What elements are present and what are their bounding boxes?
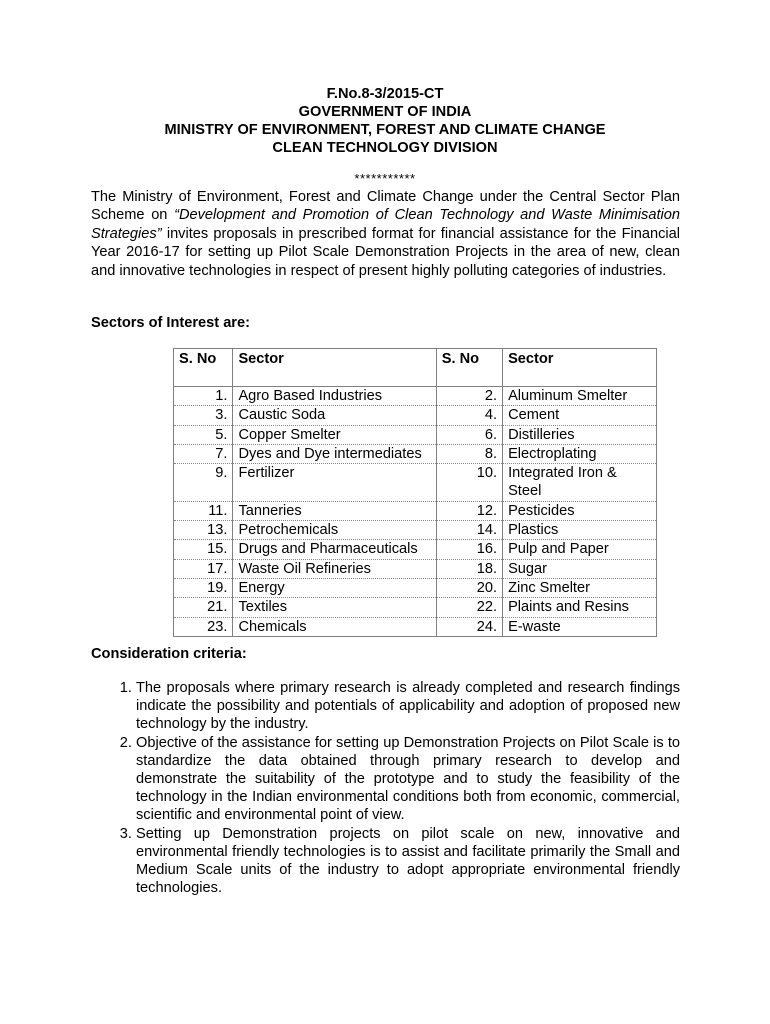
sector-cell: Zinc Smelter — [503, 578, 657, 597]
serial-number-cell: 2. — [436, 387, 502, 406]
scheme-name: “Development and Promotion of Clean Technology and Waste Minimisation Strategies” — [91, 207, 680, 242]
table-row — [174, 598, 657, 617]
sector-cell: Pesticides — [503, 501, 657, 520]
serial-number-cell: 7. — [174, 444, 233, 463]
table-row — [174, 540, 657, 559]
serial-number-cell: 18. — [436, 559, 502, 578]
serial-number-cell: 12. — [436, 501, 502, 520]
sectors-table — [173, 348, 657, 637]
sector-cell: Cement — [503, 406, 657, 425]
table-row — [174, 425, 657, 444]
sector-cell: Tanneries — [233, 501, 436, 520]
sector-cell: Drugs and Pharmaceuticals — [233, 540, 436, 559]
serial-number-cell: 15. — [174, 540, 233, 559]
table-row — [174, 406, 657, 425]
serial-number-cell: 16. — [436, 540, 502, 559]
serial-number-cell: 5. — [174, 425, 233, 444]
serial-number-cell: 21. — [174, 598, 233, 617]
serial-number-cell: 22. — [436, 598, 502, 617]
serial-number-cell: 1. — [174, 387, 233, 406]
table-row — [174, 387, 657, 406]
sector-cell: Sugar — [503, 559, 657, 578]
criteria-item: 3. Setting up Demonstration projects on pilot scale on new, innovative and environmental friendly technologies is to assist and facilitate primarily the Small and Medium Scale units of the industry to adopt appropriate environmental friendly technologies. — [136, 825, 680, 898]
serial-number-cell: 6. — [436, 425, 502, 444]
separator: *********** — [354, 171, 416, 186]
criteria-heading: Consideration criteria: — [91, 646, 247, 662]
sector-cell: Copper Smelter — [233, 425, 436, 444]
column-header: S. No — [174, 349, 233, 387]
sector-cell: Plastics — [503, 521, 657, 540]
serial-number-cell: 24. — [436, 617, 502, 636]
intro-part2: invites proposals in prescribed format for financial assistance for the Financial Year 2016-17 for setting up Pilot Scale Demonstration Projects in the area of new, clean and innovative technologies in respect of present highly polluting categories of industries. — [91, 225, 680, 279]
sector-cell: Pulp and Paper — [503, 540, 657, 559]
sector-cell: Distilleries — [503, 425, 657, 444]
serial-number-cell: 3. — [174, 406, 233, 425]
government-title: GOVERNMENT OF INDIA — [298, 104, 472, 120]
column-header: Sector — [233, 349, 436, 387]
sector-cell: Caustic Soda — [233, 406, 436, 425]
intro-paragraph — [91, 188, 680, 280]
column-header: S. No — [436, 349, 502, 387]
table-row — [174, 464, 657, 502]
sector-cell: Agro Based Industries — [233, 387, 436, 406]
serial-number-cell: 23. — [174, 617, 233, 636]
sector-cell: Waste Oil Refineries — [233, 559, 436, 578]
table-row — [174, 559, 657, 578]
criteria-item: 1. The proposals where primary research is already completed and research findings indicate the possibility and potentials of applicability and adoption of proposed new technology by the industry. — [136, 679, 680, 734]
sector-cell: Dyes and Dye intermediates — [233, 444, 436, 463]
table-row — [174, 521, 657, 540]
serial-number-cell: 14. — [436, 521, 502, 540]
table-row — [174, 501, 657, 520]
intro-part1: The Ministry of Environment, Forest and Climate Change under the Central Sector Plan Scheme on — [91, 189, 680, 224]
serial-number-cell: 10. — [436, 464, 502, 502]
division-title: CLEAN TECHNOLOGY DIVISION — [272, 140, 498, 156]
ministry-title: MINISTRY OF ENVIRONMENT, FOREST AND CLIMATE CHANGE — [164, 122, 606, 138]
serial-number-cell: 9. — [174, 464, 233, 502]
column-header: Sector — [503, 349, 657, 387]
sectors-heading: Sectors of Interest are: — [91, 315, 250, 331]
serial-number-cell: 8. — [436, 444, 502, 463]
criteria-list — [91, 679, 680, 897]
table-row — [174, 578, 657, 597]
sector-cell: Electroplating — [503, 444, 657, 463]
sector-cell: Textiles — [233, 598, 436, 617]
serial-number-cell: 19. — [174, 578, 233, 597]
sector-cell: Plaints and Resins — [503, 598, 657, 617]
sector-cell: Chemicals — [233, 617, 436, 636]
sector-rows — [174, 387, 657, 637]
serial-number-cell: 20. — [436, 578, 502, 597]
file-number: F.No.8-3/2015-CT — [326, 86, 444, 102]
sector-cell: Integrated Iron & Steel — [503, 464, 657, 502]
table-header-row — [174, 349, 657, 387]
table-row — [174, 444, 657, 463]
sector-cell: Fertilizer — [233, 464, 436, 502]
sector-cell: Petrochemicals — [233, 521, 436, 540]
sector-cell: E-waste — [503, 617, 657, 636]
serial-number-cell: 17. — [174, 559, 233, 578]
serial-number-cell: 13. — [174, 521, 233, 540]
table-row — [174, 617, 657, 636]
sector-cell: Energy — [233, 578, 436, 597]
serial-number-cell: 4. — [436, 406, 502, 425]
sector-cell: Aluminum Smelter — [503, 387, 657, 406]
serial-number-cell: 11. — [174, 501, 233, 520]
criteria-item: 2. Objective of the assistance for setting up Demonstration Projects on Pilot Scale is to standardize the data obtained through primary research to develop and demonstrate the suitability of the prototype and to study the feasibility of the technology in the Indian environmental conditions both from economic, commercial, scientific and environmental point of view. — [136, 734, 680, 825]
